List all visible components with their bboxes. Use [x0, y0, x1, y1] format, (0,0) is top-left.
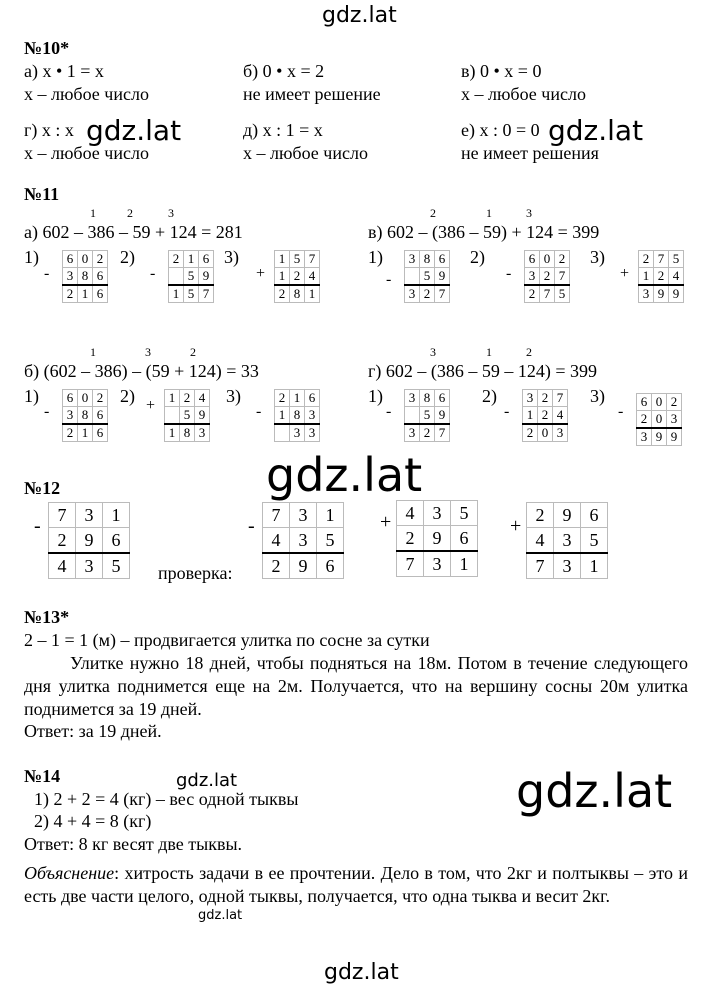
- digit-cell: 1: [169, 285, 184, 303]
- digit-cell: 7: [49, 503, 76, 528]
- ex11-v-step3-column: [638, 250, 684, 303]
- column-operand-row: [49, 528, 130, 554]
- column-operand-row: [405, 251, 450, 268]
- digit-cell: 5: [669, 251, 684, 268]
- ex11-b-step1-sign: -: [44, 403, 50, 420]
- digit-cell: 2: [263, 553, 290, 579]
- digit-cell: 0: [78, 251, 93, 268]
- digit-cell: 7: [654, 251, 669, 268]
- column-result-row: [275, 285, 320, 303]
- watermark-inline-2: gdz.lat: [548, 114, 644, 147]
- ex12-col4-sign: +: [510, 515, 522, 537]
- ex10-g-expr: г) x : x: [24, 120, 74, 140]
- ex11-g-step1-column: [404, 389, 450, 442]
- ex14-answer: Ответ: 8 кг весят две тыквы.: [24, 834, 243, 854]
- watermark-large-center: gdz.lat: [266, 448, 423, 502]
- digit-cell: 1: [103, 503, 130, 528]
- digit-cell: 5: [317, 528, 344, 554]
- digit-cell: 3: [63, 268, 78, 286]
- digit-cell: 1: [165, 390, 180, 407]
- digit-cell: 4: [669, 268, 684, 286]
- digit-cell: 3: [405, 285, 420, 303]
- digit-cell: 0: [540, 251, 555, 268]
- column-operand-row: [527, 528, 608, 554]
- digit-cell: 3: [63, 407, 78, 425]
- ex14-explanation-label: Объяснение: [24, 863, 115, 883]
- ex12-col3-sign: +: [380, 511, 392, 533]
- digit-cell: 6: [63, 390, 78, 407]
- ex11-v-order-1: 2: [430, 206, 436, 220]
- digit-cell: 7: [435, 424, 450, 442]
- digit-cell: 7: [435, 285, 450, 303]
- watermark-inline-1: gdz.lat: [86, 114, 182, 147]
- digit-cell: 0: [652, 394, 667, 411]
- ex11-g-step2-label: 2): [482, 386, 497, 406]
- ex14-step1: 1) 2 + 2 = 4 (кг) – вес одной тыквы: [34, 789, 299, 809]
- ex11-v-order-3: 3: [526, 206, 532, 220]
- ex11-b-step3-column: [274, 389, 320, 442]
- digit-cell: 5: [420, 268, 435, 286]
- digit-cell: 2: [667, 394, 682, 411]
- watermark-large-right: gdz.lat: [516, 764, 673, 818]
- ex11-b-step2-column: [164, 389, 210, 442]
- ex14-explanation: [24, 862, 688, 908]
- digit-cell: 8: [78, 268, 93, 286]
- ex12-check-label: проверка:: [158, 563, 233, 583]
- digit-cell: 7: [199, 285, 214, 303]
- column-operand-row: [637, 394, 682, 411]
- digit-cell: 4: [553, 407, 568, 425]
- ex12-column-2: [262, 502, 344, 579]
- digit-cell: 2: [49, 528, 76, 554]
- column-result-row: [275, 424, 320, 442]
- ex11-b-expr: б) (602 – 386) – (59 + 124) = 33: [24, 361, 259, 381]
- column-operand-row: [63, 251, 108, 268]
- digit-cell: 3: [405, 424, 420, 442]
- ex11-b-step1-column: [62, 389, 108, 442]
- column-result-row: [63, 424, 108, 442]
- column-operand-row: [525, 251, 570, 268]
- digit-cell: 9: [652, 428, 667, 446]
- column-operand-row: [169, 251, 214, 268]
- digit-cell: 6: [581, 503, 608, 528]
- digit-cell: 1: [78, 285, 93, 303]
- digit-cell: 9: [654, 285, 669, 303]
- digit-cell: 0: [538, 424, 553, 442]
- digit-cell: 1: [581, 553, 608, 579]
- column-operand-row: [263, 528, 344, 554]
- column-result-row: [405, 285, 450, 303]
- digit-cell: 1: [275, 251, 290, 268]
- digit-cell: 8: [180, 424, 195, 442]
- digit-cell: 3: [523, 390, 538, 407]
- ex11-g-step2-sign: -: [504, 403, 510, 420]
- digit-cell: 2: [540, 268, 555, 286]
- ex12-column-3: [396, 500, 478, 577]
- ex11-v-order-2: 1: [486, 206, 492, 220]
- digit-cell: 2: [275, 390, 290, 407]
- column-operand-row: [275, 268, 320, 286]
- digit-cell: 3: [525, 268, 540, 286]
- ex10-e-expr: е) x : 0 = 0: [461, 120, 540, 140]
- digit-cell: 6: [199, 251, 214, 268]
- digit-cell: 7: [305, 251, 320, 268]
- column-result-row: [523, 424, 568, 442]
- ex11-a-step1-label: 1): [24, 247, 39, 267]
- digit-cell: 6: [451, 526, 478, 552]
- ex11-v-step2-sign: -: [506, 265, 512, 282]
- digit-cell: 5: [180, 407, 195, 425]
- digit-cell: 6: [317, 553, 344, 579]
- column-result-row: [49, 553, 130, 579]
- digit-cell: 2: [538, 407, 553, 425]
- ex11-v-step3-label: 3): [590, 247, 605, 267]
- digit-cell: 9: [669, 285, 684, 303]
- digit-cell: 1: [305, 285, 320, 303]
- digit-cell: [405, 407, 420, 425]
- ex10-g-ans: x – любое число: [24, 143, 149, 163]
- digit-cell: [275, 424, 290, 442]
- column-operand-row: [405, 268, 450, 286]
- column-result-row: [637, 428, 682, 446]
- column-operand-row: [63, 390, 108, 407]
- digit-cell: 3: [667, 411, 682, 429]
- digit-cell: 6: [93, 285, 108, 303]
- digit-cell: 1: [290, 390, 305, 407]
- digit-cell: 2: [290, 268, 305, 286]
- digit-cell: 3: [637, 428, 652, 446]
- watermark-top: gdz.lat: [322, 3, 397, 28]
- ex11-a-order-2: 2: [127, 206, 133, 220]
- column-result-row: [639, 285, 684, 303]
- ex13-line1: 2 – 1 = 1 (м) – продвигается улитка по сосне за сутки: [24, 630, 430, 650]
- digit-cell: 5: [290, 251, 305, 268]
- digit-cell: 3: [76, 503, 103, 528]
- digit-cell: 6: [305, 390, 320, 407]
- ex11-g-order-3: 2: [526, 345, 532, 359]
- digit-cell: 7: [555, 268, 570, 286]
- digit-cell: 4: [195, 390, 210, 407]
- digit-cell: 6: [435, 390, 450, 407]
- digit-cell: [165, 407, 180, 425]
- ex11-a-step1-sign: -: [44, 265, 50, 282]
- ex10-b-ans: не имеет решение: [243, 84, 381, 104]
- ex12-title: №12: [24, 478, 61, 498]
- digit-cell: 1: [275, 407, 290, 425]
- column-operand-row: [523, 390, 568, 407]
- digit-cell: 2: [639, 251, 654, 268]
- ex11-b-step2-label: 2): [120, 386, 135, 406]
- digit-cell: 2: [527, 503, 554, 528]
- ex14-step2: 2) 4 + 4 = 8 (кг): [34, 811, 152, 831]
- column-operand-row: [63, 407, 108, 425]
- digit-cell: 2: [169, 251, 184, 268]
- digit-cell: 6: [63, 251, 78, 268]
- digit-cell: 9: [290, 553, 317, 579]
- digit-cell: 3: [76, 553, 103, 579]
- watermark-small-1: gdz.lat: [176, 770, 238, 791]
- digit-cell: 5: [555, 285, 570, 303]
- ex11-v-expr: в) 602 – (386 – 59) + 124 = 399: [368, 222, 600, 242]
- ex11-a-order-3: 3: [168, 206, 174, 220]
- column-operand-row: [405, 407, 450, 425]
- digit-cell: 1: [275, 268, 290, 286]
- digit-cell: 2: [555, 251, 570, 268]
- column-result-row: [525, 285, 570, 303]
- column-operand-row: [527, 503, 608, 528]
- digit-cell: 0: [78, 390, 93, 407]
- digit-cell: 2: [63, 285, 78, 303]
- digit-cell: 2: [654, 268, 669, 286]
- digit-cell: 5: [420, 407, 435, 425]
- ex11-b-step1-label: 1): [24, 386, 39, 406]
- digit-cell: 7: [263, 503, 290, 528]
- column-operand-row: [397, 526, 478, 552]
- column-operand-row: [523, 407, 568, 425]
- digit-cell: 2: [93, 251, 108, 268]
- digit-cell: 1: [184, 251, 199, 268]
- digit-cell: 1: [523, 407, 538, 425]
- column-operand-row: [165, 407, 210, 425]
- ex11-v-step1-label: 1): [368, 247, 383, 267]
- digit-cell: 3: [553, 424, 568, 442]
- ex11-g-step1-label: 1): [368, 386, 383, 406]
- ex12-column-1: [48, 502, 130, 579]
- ex11-a-order-1: 1: [90, 206, 96, 220]
- digit-cell: 4: [305, 268, 320, 286]
- column-operand-row: [263, 503, 344, 528]
- digit-cell: 5: [451, 501, 478, 526]
- digit-cell: 2: [525, 285, 540, 303]
- digit-cell: 7: [527, 553, 554, 579]
- ex12-col1-sign: -: [34, 515, 41, 537]
- ex11-a-step1-column: [62, 250, 108, 303]
- ex11-b-order-1: 1: [90, 345, 96, 359]
- column-operand-row: [405, 390, 450, 407]
- digit-cell: 3: [554, 553, 581, 579]
- ex11-v-step3-sign: +: [620, 265, 630, 282]
- ex11-a-step2-sign: -: [150, 265, 156, 282]
- digit-cell: 6: [435, 251, 450, 268]
- column-operand-row: [637, 411, 682, 429]
- column-result-row: [527, 553, 608, 579]
- digit-cell: 9: [667, 428, 682, 446]
- column-operand-row: [169, 268, 214, 286]
- digit-cell: 7: [540, 285, 555, 303]
- watermark-bottom: gdz.lat: [324, 960, 399, 985]
- ex11-v-step1-column: [404, 250, 450, 303]
- digit-cell: 1: [451, 551, 478, 577]
- ex13-answer: Ответ: за 19 дней.: [24, 721, 162, 741]
- ex10-title: №10*: [24, 38, 70, 58]
- ex11-a-step3-column: [274, 250, 320, 303]
- digit-cell: 8: [290, 285, 305, 303]
- digit-cell: 1: [78, 424, 93, 442]
- digit-cell: 6: [93, 407, 108, 425]
- digit-cell: 6: [637, 394, 652, 411]
- ex10-b-expr: б) 0 • x = 2: [243, 61, 325, 81]
- ex11-b-order-3: 2: [190, 345, 196, 359]
- ex10-e-ans: не имеет решения: [461, 143, 599, 163]
- ex11-g-expr: г) 602 – (386 – 59 – 124) = 399: [368, 361, 598, 381]
- ex10-d-expr: д) x : 1 = x: [243, 120, 323, 140]
- digit-cell: 3: [405, 251, 420, 268]
- ex13-paragraph: Улитке нужно 18 дней, чтобы подняться на 18м. Потом в течение следующего дня улитка поднимется еще на 2м. Получается, что на вершину сосны 20м улитка поднимется за 19 дней.: [24, 653, 688, 719]
- ex11-title: №11: [24, 184, 60, 204]
- digit-cell: 4: [263, 528, 290, 554]
- column-result-row: [169, 285, 214, 303]
- ex10-v-expr: в) 0 • x = 0: [461, 61, 542, 81]
- digit-cell: 8: [290, 407, 305, 425]
- digit-cell: 2: [275, 285, 290, 303]
- column-result-row: [405, 424, 450, 442]
- digit-cell: 3: [290, 424, 305, 442]
- digit-cell: 9: [195, 407, 210, 425]
- digit-cell: 2: [63, 424, 78, 442]
- digit-cell: 6: [103, 528, 130, 554]
- column-operand-row: [165, 390, 210, 407]
- digit-cell: 0: [652, 411, 667, 429]
- digit-cell: 5: [184, 268, 199, 286]
- ex10-d-ans: x – любое число: [243, 143, 368, 163]
- ex11-b-step3-sign: -: [256, 403, 262, 420]
- digit-cell: 9: [554, 503, 581, 528]
- digit-cell: 3: [554, 528, 581, 554]
- ex11-a-step2-label: 2): [120, 247, 135, 267]
- digit-cell: 2: [93, 390, 108, 407]
- ex11-v-step2-label: 2): [470, 247, 485, 267]
- digit-cell: 3: [405, 390, 420, 407]
- digit-cell: 3: [195, 424, 210, 442]
- digit-cell: 4: [49, 553, 76, 579]
- ex11-g-step1-sign: -: [386, 403, 392, 420]
- digit-cell: 2: [180, 390, 195, 407]
- ex11-a-expr: а) 602 – 386 – 59 + 124 = 281: [24, 222, 243, 242]
- digit-cell: 2: [523, 424, 538, 442]
- ex11-b-order-2: 3: [145, 345, 151, 359]
- ex11-g-step3-sign: -: [618, 403, 624, 420]
- digit-cell: 1: [639, 268, 654, 286]
- ex10-v-ans: x – любое число: [461, 84, 586, 104]
- digit-cell: 9: [435, 268, 450, 286]
- column-operand-row: [275, 407, 320, 425]
- digit-cell: 7: [553, 390, 568, 407]
- digit-cell: 3: [424, 551, 451, 577]
- ex11-g-step3-column: [636, 393, 682, 446]
- digit-cell: 3: [424, 501, 451, 526]
- digit-cell: 2: [397, 526, 424, 552]
- ex11-b-step3-label: 3): [226, 386, 241, 406]
- ex11-b-step2-sign: +: [146, 397, 156, 414]
- digit-cell: 4: [397, 501, 424, 526]
- column-operand-row: [397, 501, 478, 526]
- column-operand-row: [275, 390, 320, 407]
- digit-cell: 2: [420, 285, 435, 303]
- watermark-small-2: gdz.lat: [198, 908, 243, 923]
- digit-cell: 5: [184, 285, 199, 303]
- digit-cell: [169, 268, 184, 286]
- ex13-title: №13*: [24, 607, 70, 627]
- ex14-title: №14: [24, 766, 61, 786]
- digit-cell: 6: [93, 268, 108, 286]
- ex11-g-step2-column: [522, 389, 568, 442]
- digit-cell: 5: [103, 553, 130, 579]
- digit-cell: 3: [305, 424, 320, 442]
- ex10-a-expr: а) x • 1 = x: [24, 61, 104, 81]
- column-operand-row: [639, 251, 684, 268]
- digit-cell: 8: [78, 407, 93, 425]
- column-result-row: [397, 551, 478, 577]
- digit-cell: 5: [581, 528, 608, 554]
- column-operand-row: [275, 251, 320, 268]
- digit-cell: 8: [420, 251, 435, 268]
- ex11-v-step2-column: [524, 250, 570, 303]
- column-result-row: [165, 424, 210, 442]
- digit-cell: 3: [290, 503, 317, 528]
- digit-cell: 2: [420, 424, 435, 442]
- ex11-g-step3-label: 3): [590, 386, 605, 406]
- digit-cell: [405, 268, 420, 286]
- digit-cell: 9: [76, 528, 103, 554]
- digit-cell: 9: [199, 268, 214, 286]
- column-operand-row: [525, 268, 570, 286]
- ex10-a-ans: x – любое число: [24, 84, 149, 104]
- ex12-col2-sign: -: [248, 515, 255, 537]
- digit-cell: 9: [424, 526, 451, 552]
- digit-cell: 3: [639, 285, 654, 303]
- ex11-a-step3-label: 3): [224, 247, 239, 267]
- column-result-row: [63, 285, 108, 303]
- ex11-a-step2-column: [168, 250, 214, 303]
- ex12-column-4: [526, 502, 608, 579]
- digit-cell: 2: [637, 411, 652, 429]
- column-operand-row: [639, 268, 684, 286]
- digit-cell: 3: [305, 407, 320, 425]
- digit-cell: 4: [527, 528, 554, 554]
- ex11-v-step1-sign: -: [386, 271, 392, 288]
- column-operand-row: [63, 268, 108, 286]
- digit-cell: 3: [290, 528, 317, 554]
- ex11-g-order-1: 3: [430, 345, 436, 359]
- ex11-g-order-2: 1: [486, 345, 492, 359]
- digit-cell: 2: [538, 390, 553, 407]
- column-result-row: [263, 553, 344, 579]
- ex14-explanation-text: : хитрость задачи в ее прочтении. Дело в том, что 2кг и полтыквы – это и есть две части целого, одной тыквы, получается, что одна тыква и весит 2кг.: [24, 863, 688, 906]
- digit-cell: 6: [525, 251, 540, 268]
- digit-cell: 1: [317, 503, 344, 528]
- column-operand-row: [49, 503, 130, 528]
- digit-cell: 6: [93, 424, 108, 442]
- digit-cell: 1: [165, 424, 180, 442]
- ex11-a-step3-sign: +: [256, 265, 266, 282]
- digit-cell: 9: [435, 407, 450, 425]
- digit-cell: 8: [420, 390, 435, 407]
- digit-cell: 7: [397, 551, 424, 577]
